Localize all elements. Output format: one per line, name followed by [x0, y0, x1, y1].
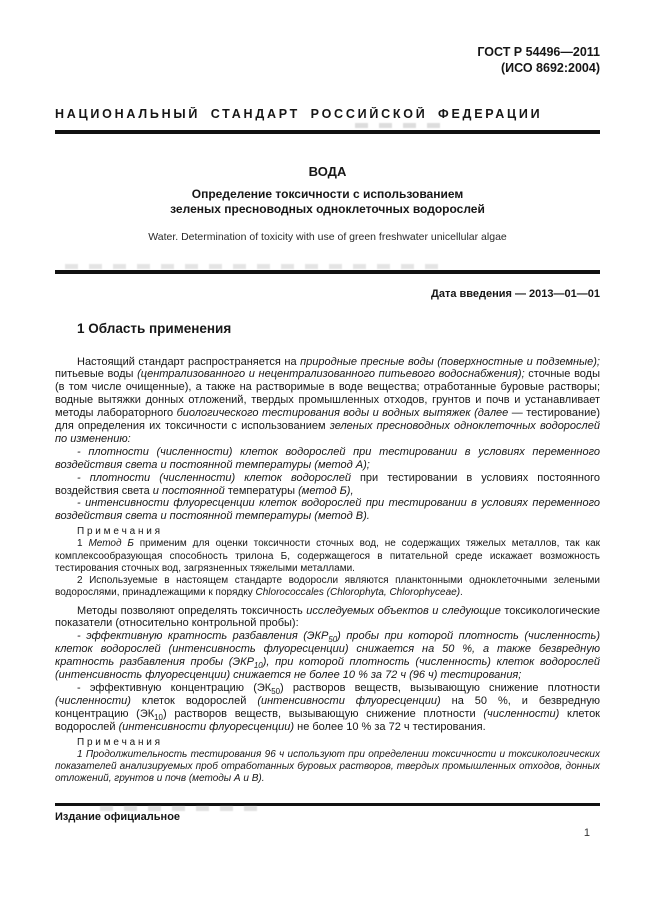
- effective-date: Дата введения — 2013—01—01: [431, 287, 600, 300]
- title-rule: [55, 270, 600, 274]
- header-rule: [55, 130, 600, 134]
- official-edition-label: Издание официальное: [55, 811, 181, 823]
- scan-artifact-1: [355, 123, 440, 128]
- section-heading: 1 Область применения: [77, 320, 232, 336]
- section-body: [55, 356, 600, 786]
- scope-paragraph: Настоящий стандарт распространяется на природные пресные воды (поверхностные и подземные); питьевые воды (централизованного и нецентрализованного питьевого водоснабжения); сточные воды (в том числе очищенные), а также на растворимые в воде вещества; отработанные буровые растворы; водные вытяжки донных отложений, твердых промышленных отходов, грунтов и почв и устанавливает методы лабораторного биологического тестирования воды и водных вытяжек (далее — тестирование) для определения их токсичности с использованием зеленых пресноводных одноклеточных водорослей по изменению:: [55, 355, 601, 445]
- title-subtitle-line-2: зеленых пресноводных одноклеточных водорослей: [170, 202, 485, 216]
- list-item-method-a: - плотности (численности) клеток водорослей при тестировании в условиях переменного воздействия света и постоянной температуры (метод А);: [55, 445, 600, 471]
- list-item-ekr: - эффективную кратность разбавления $(ЭКР_{50})$ пробы при которой плотность (численность) клеток водорослей (интенсивность флуоресценции) снижается на 50 %, а также безвредную кратность разбавления пробы $(ЭКР_{10})$, при которой плотность (численность) клеток водорослей (интенсивность флуоресценции) снижается не более 10 % за 72 ч (96 ч) тестирования;: [55, 630, 600, 682]
- list-item-method-v: - интенсивности флуоресценции клеток водорослей при тестировании в условиях переменного воздействия света и постоянной температуры (метод В).: [55, 497, 600, 523]
- title-subtitle-line-1: Определение токсичности с использованием: [191, 187, 464, 201]
- doc-number: ГОСТ Р 54496—2011: [477, 45, 600, 59]
- title-block: [55, 164, 600, 243]
- title-subtitle: [55, 187, 600, 217]
- title-subject: ВОДА: [308, 164, 347, 179]
- list-item-method-b: - плотности (численности) клеток водорослей при тестировании в условиях постоянного воздействия света и постоянной температуры (метод Б),: [55, 471, 600, 497]
- notes-heading-2: П р и м е ч а н и я: [77, 736, 161, 748]
- document-header: [55, 44, 600, 76]
- scan-artifact-2: [65, 264, 445, 269]
- notes-heading-1: П р и м е ч а н и я: [77, 526, 161, 538]
- scan-artifact-3: [100, 806, 260, 811]
- title-english: Water. Determination of toxicity with use of green freshwater unicellular algae: [148, 231, 507, 243]
- iso-reference: (ИСО 8692:2004): [501, 61, 600, 75]
- indicators-paragraph: Методы позволяют определять токсичность исследуемых объектов и следующие токсикологические показатели (относительно контрольной пробы):: [55, 604, 600, 630]
- list-item-ek: - эффективную концентрацию $(ЭК_{50})$ растворов веществ, вызывающую снижение плотности (численности) клеток водорослей (интенсивности флуоресценции) на 50 %, и безвредную концентрацию $(ЭК_{10})$ растворов веществ, вызывающую снижение плотности (численности) клеток водорослей (интенсивности флуоресценции) не более 10 % за 72 ч тестирования.: [55, 681, 601, 733]
- note-1: 1 Метод Б применим для оценки токсичности сточных вод, не содержащих тяжелых металлов, так как комплексообразующая способность трилона Б, содержащегося в питательной среде искажает возможность тестирования сточных вод, загрязненных тяжелыми металлами.: [55, 538, 601, 574]
- national-standard-banner: НАЦИОНАЛЬНЫЙ СТАНДАРТ РОССИЙСКОЙ ФЕДЕРАЦИИ: [55, 107, 543, 121]
- page-number: 1: [583, 827, 590, 839]
- note-3: 1 Продолжительность тестирования 96 ч используют при определении токсичности и токсикологических показателей анализируемых проб отработанных буровых растворов, твердых промышленных отходов, донных отложений, грунтов и почв (методы А и В).: [55, 748, 600, 785]
- note-2: 2 Используемые в настоящем стандарте водоросли являются планктонными одноклеточными зелеными водорослями, принадлежащими к порядку Chlorococcales (Chlorophyta, Chlorophyceae).: [55, 575, 600, 599]
